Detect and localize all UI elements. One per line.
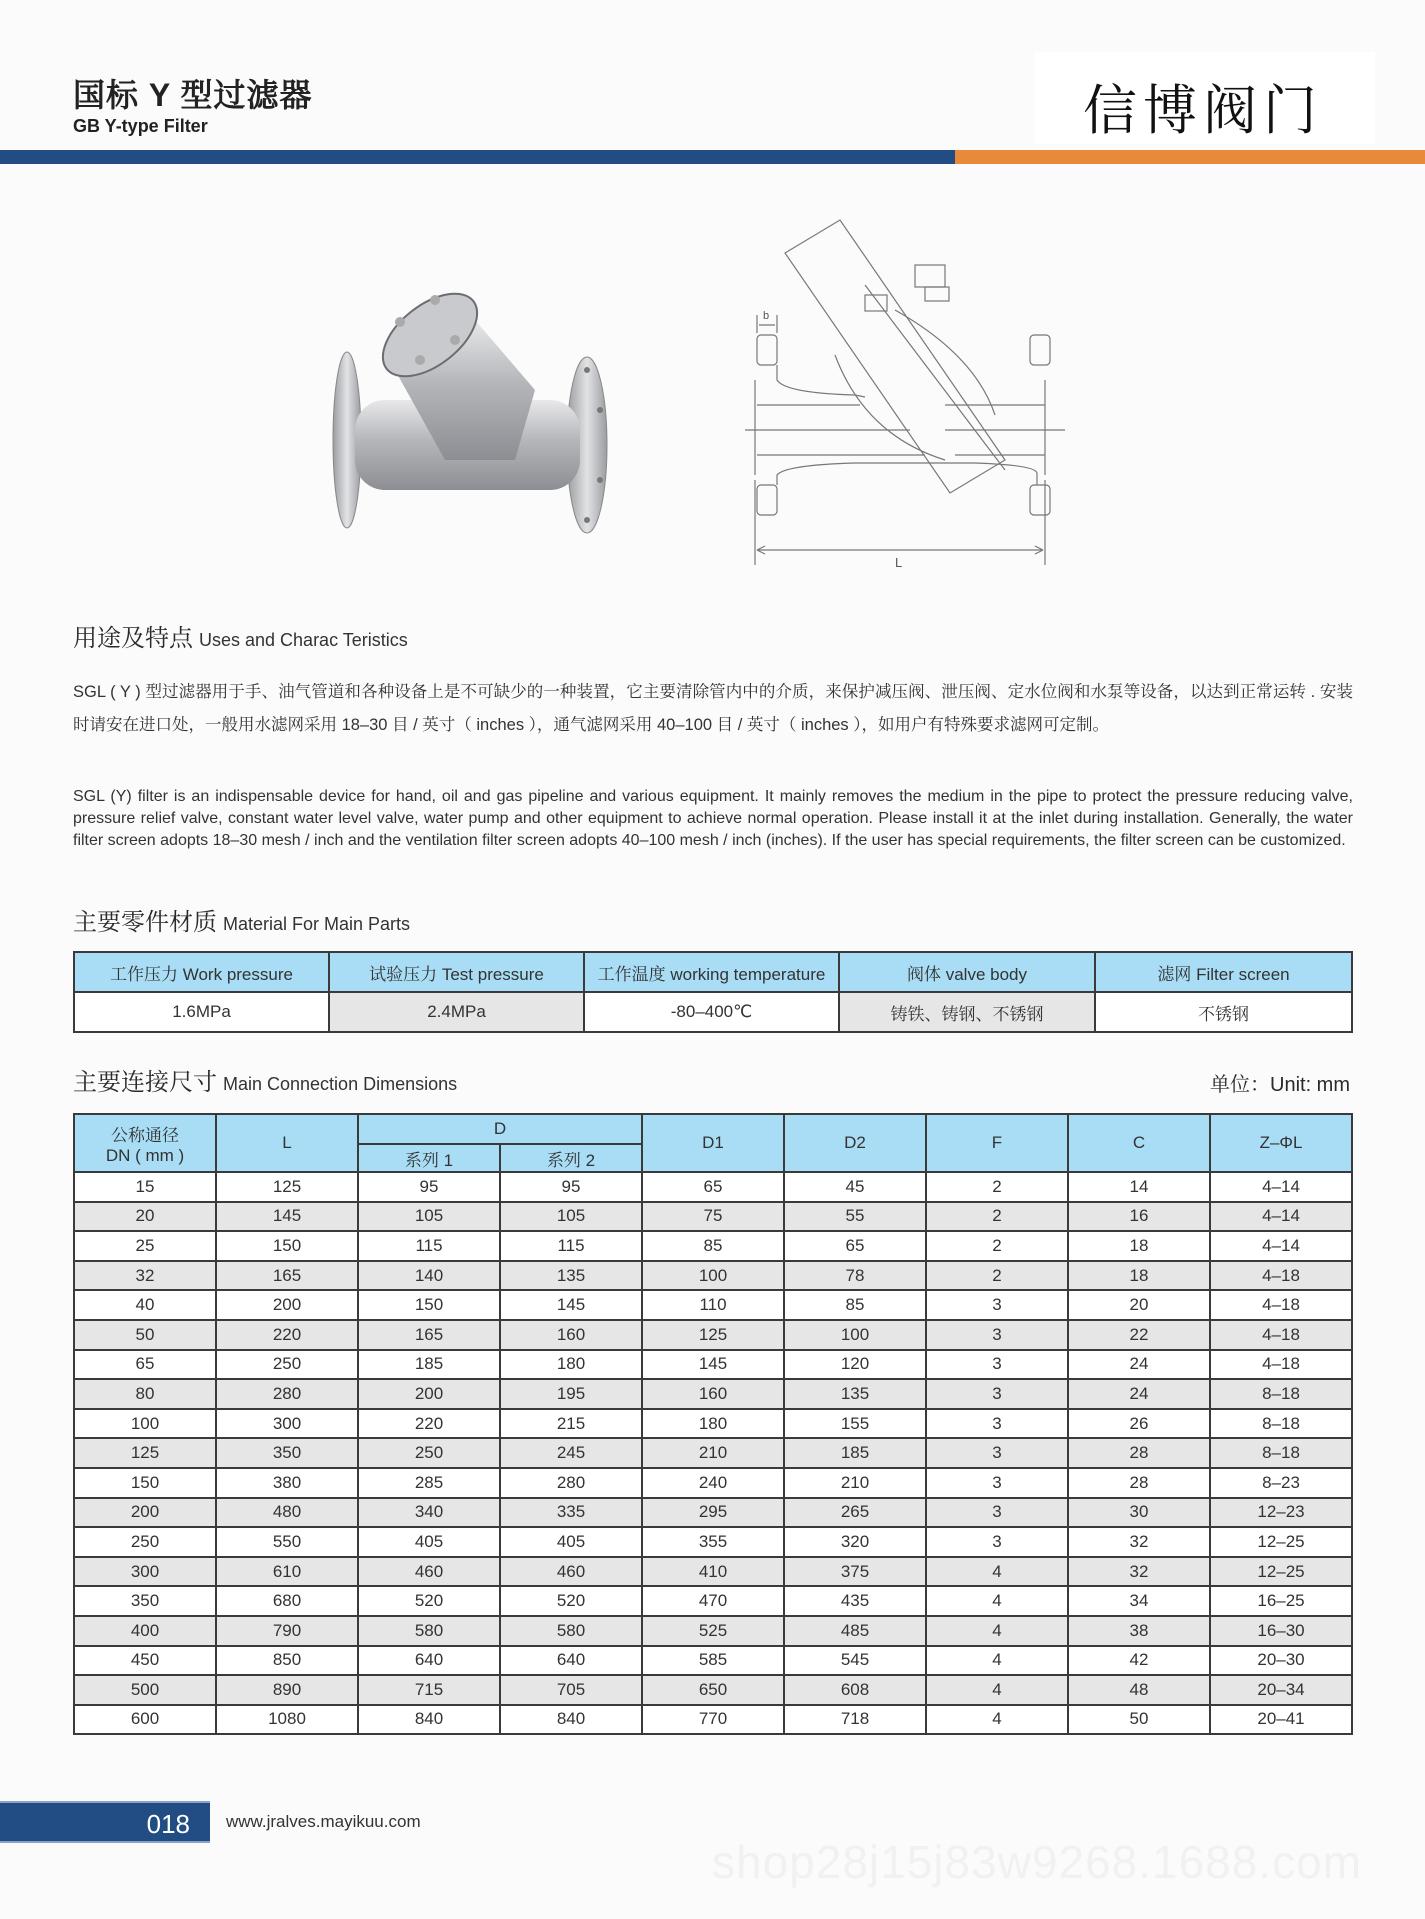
table-row <box>74 1409 1352 1439</box>
table-cell: 185 <box>784 1438 926 1468</box>
materials-value-cell: 铸铁、铸钢、不锈钢 <box>839 992 1095 1032</box>
header-z-phi-l: Z–ΦL <box>1210 1114 1352 1172</box>
table-cell: 165 <box>358 1320 500 1350</box>
table-cell: 26 <box>1068 1409 1210 1439</box>
table-cell: 340 <box>358 1498 500 1528</box>
table-row <box>74 1202 1352 1232</box>
materials-header-cell: 工作温度 working temperature <box>584 952 839 992</box>
table-row <box>74 1557 1352 1587</box>
table-cell: 4–18 <box>1210 1350 1352 1380</box>
table-cell: 485 <box>784 1616 926 1646</box>
table-row <box>74 1320 1352 1350</box>
table-row <box>74 1172 1352 1202</box>
dimensions-header-row <box>74 1114 1352 1144</box>
table-cell: 24 <box>1068 1379 1210 1409</box>
table-cell: 85 <box>642 1231 784 1261</box>
materials-title-en: Material For Main Parts <box>223 914 411 934</box>
materials-section-title <box>73 902 410 937</box>
table-row <box>74 1438 1352 1468</box>
table-cell: 460 <box>358 1557 500 1587</box>
table-row <box>74 1616 1352 1646</box>
header-d2: D2 <box>784 1114 926 1172</box>
table-cell: 375 <box>784 1557 926 1587</box>
table-cell: 180 <box>500 1350 642 1380</box>
header-dn-en: DN ( mm ) <box>105 1145 185 1165</box>
uses-title-zh: 用途及特点 <box>73 625 193 652</box>
table-cell: 20–30 <box>1210 1646 1352 1676</box>
table-cell: 100 <box>784 1320 926 1350</box>
table-cell: 715 <box>358 1675 500 1705</box>
table-cell: 4–14 <box>1210 1172 1352 1202</box>
table-cell: 2 <box>926 1261 1068 1291</box>
table-cell: 525 <box>642 1616 784 1646</box>
table-cell: 85 <box>784 1290 926 1320</box>
table-cell: 4 <box>926 1586 1068 1616</box>
footer-url: www.jralves.mayikuu.com <box>226 1812 421 1831</box>
table-cell: 32 <box>74 1261 216 1291</box>
page-title-en: GB Y-type Filter <box>73 116 208 136</box>
table-cell: 50 <box>1068 1705 1210 1735</box>
table-cell: 410 <box>642 1557 784 1587</box>
header-dn <box>74 1114 216 1172</box>
table-cell: 38 <box>1068 1616 1210 1646</box>
table-cell: 40 <box>74 1290 216 1320</box>
table-cell: 240 <box>642 1468 784 1498</box>
table-cell: 480 <box>216 1498 358 1528</box>
table-cell: 3 <box>926 1290 1068 1320</box>
table-cell: 8–23 <box>1210 1468 1352 1498</box>
unit-label: 单位：Unit: mm <box>1210 1074 1350 1096</box>
table-cell: 4–14 <box>1210 1202 1352 1232</box>
table-cell: 185 <box>358 1350 500 1380</box>
table-cell: 3 <box>926 1320 1068 1350</box>
table-cell: 220 <box>358 1409 500 1439</box>
table-cell: 460 <box>500 1557 642 1587</box>
table-cell: 250 <box>358 1438 500 1468</box>
materials-value-cell: -80–400℃ <box>584 992 839 1032</box>
table-cell: 520 <box>358 1586 500 1616</box>
table-cell: 195 <box>500 1379 642 1409</box>
brand-logo: 信博阀门 <box>1083 79 1323 142</box>
dimensions-title-en: Main Connection Dimensions <box>223 1074 458 1094</box>
header-d1: D1 <box>642 1114 784 1172</box>
table-row <box>74 1261 1352 1291</box>
table-cell: 2 <box>926 1231 1068 1261</box>
table-cell: 245 <box>500 1438 642 1468</box>
table-cell: 150 <box>216 1231 358 1261</box>
table-cell: 135 <box>500 1261 642 1291</box>
table-cell: 105 <box>500 1202 642 1232</box>
table-cell: 600 <box>74 1705 216 1735</box>
materials-header-cell: 试验压力 Test pressure <box>329 952 584 992</box>
table-cell: 12–23 <box>1210 1498 1352 1528</box>
table-cell: 95 <box>358 1172 500 1202</box>
table-cell: 4–14 <box>1210 1231 1352 1261</box>
header-l: L <box>216 1114 358 1172</box>
y-strainer-drawing-icon <box>745 215 1065 575</box>
table-row <box>74 1586 1352 1616</box>
table-cell: 8–18 <box>1210 1409 1352 1439</box>
table-cell: 470 <box>642 1586 784 1616</box>
table-cell: 250 <box>74 1527 216 1557</box>
table-cell: 48 <box>1068 1675 1210 1705</box>
table-cell: 110 <box>642 1290 784 1320</box>
table-cell: 30 <box>1068 1498 1210 1528</box>
table-row <box>74 1705 1352 1735</box>
table-cell: 55 <box>784 1202 926 1232</box>
dimensions-section-title <box>73 1062 457 1097</box>
table-cell: 580 <box>358 1616 500 1646</box>
section-drawing <box>745 215 1065 575</box>
header-f: F <box>926 1114 1068 1172</box>
table-cell: 100 <box>642 1261 784 1291</box>
table-cell: 28 <box>1068 1438 1210 1468</box>
materials-header-row <box>74 952 1352 992</box>
table-cell: 65 <box>784 1231 926 1261</box>
page-number-box <box>0 1801 210 1843</box>
table-cell: 45 <box>784 1172 926 1202</box>
table-cell: 125 <box>642 1320 784 1350</box>
table-cell: 705 <box>500 1675 642 1705</box>
table-cell: 20 <box>1068 1290 1210 1320</box>
table-cell: 3 <box>926 1498 1068 1528</box>
table-cell: 8–18 <box>1210 1379 1352 1409</box>
table-cell: 4–18 <box>1210 1320 1352 1350</box>
table-cell: 95 <box>500 1172 642 1202</box>
table-cell: 650 <box>642 1675 784 1705</box>
table-cell: 610 <box>216 1557 358 1587</box>
table-cell: 80 <box>74 1379 216 1409</box>
table-row <box>74 1468 1352 1498</box>
header-c: C <box>1068 1114 1210 1172</box>
header-d: D <box>358 1114 642 1144</box>
table-cell: 400 <box>74 1616 216 1646</box>
table-cell: 335 <box>500 1498 642 1528</box>
table-cell: 1080 <box>216 1705 358 1735</box>
table-cell: 550 <box>216 1527 358 1557</box>
table-cell: 640 <box>500 1646 642 1676</box>
table-cell: 450 <box>74 1646 216 1676</box>
table-cell: 155 <box>784 1409 926 1439</box>
table-cell: 115 <box>358 1231 500 1261</box>
table-cell: 3 <box>926 1379 1068 1409</box>
svg-text:b: b <box>763 310 770 322</box>
table-cell: 350 <box>216 1438 358 1468</box>
table-cell: 3 <box>926 1350 1068 1380</box>
table-cell: 718 <box>784 1705 926 1735</box>
table-cell: 32 <box>1068 1557 1210 1587</box>
table-cell: 15 <box>74 1172 216 1202</box>
table-row <box>74 1646 1352 1676</box>
table-cell: 65 <box>642 1172 784 1202</box>
table-cell: 145 <box>642 1350 784 1380</box>
svg-text:L: L <box>895 555 903 570</box>
table-cell: 28 <box>1068 1468 1210 1498</box>
table-cell: 20–41 <box>1210 1705 1352 1735</box>
table-row <box>74 1350 1352 1380</box>
table-cell: 250 <box>216 1350 358 1380</box>
table-cell: 125 <box>216 1172 358 1202</box>
table-cell: 125 <box>74 1438 216 1468</box>
table-cell: 32 <box>1068 1527 1210 1557</box>
materials-value-cell: 不锈钢 <box>1095 992 1352 1032</box>
table-cell: 4–18 <box>1210 1261 1352 1291</box>
table-row <box>74 1379 1352 1409</box>
table-cell: 16–30 <box>1210 1616 1352 1646</box>
page-title-zh: 国标 Y 型过滤器 <box>73 77 313 113</box>
materials-header-cell: 阀体 valve body <box>839 952 1095 992</box>
table-cell: 840 <box>500 1705 642 1735</box>
table-cell: 100 <box>74 1409 216 1439</box>
watermark: shop28j15j83w9268.1688.com <box>712 1836 1363 1888</box>
table-cell: 8–18 <box>1210 1438 1352 1468</box>
table-cell: 24 <box>1068 1350 1210 1380</box>
table-cell: 500 <box>74 1675 216 1705</box>
uses-paragraph-zh: SGL ( Y ) 型过滤器用于手、油气管道和各种设备上是不可缺少的一种装置，它主要清除管内中的介质，来保护减压阀、泄压阀、定水位阀和水泵等设备，以达到正常运转 . 安装时请安在进口处，一般用水滤网采用 18–30 目 / 英寸（ inches ），通气滤网采用 40–100 目 / 英寸（ inches ），如用户有特殊要求滤网可定制。 <box>73 683 1353 734</box>
table-row <box>74 1527 1352 1557</box>
table-cell: 16 <box>1068 1202 1210 1232</box>
table-cell: 75 <box>642 1202 784 1232</box>
table-cell: 380 <box>216 1468 358 1498</box>
table-cell: 790 <box>216 1616 358 1646</box>
table-cell: 105 <box>358 1202 500 1232</box>
table-cell: 150 <box>358 1290 500 1320</box>
header-bar-orange <box>955 150 1425 164</box>
uses-section-title <box>73 618 408 653</box>
table-cell: 150 <box>74 1468 216 1498</box>
table-cell: 890 <box>216 1675 358 1705</box>
table-cell: 520 <box>500 1586 642 1616</box>
table-cell: 295 <box>642 1498 784 1528</box>
table-cell: 4 <box>926 1616 1068 1646</box>
materials-title-zh: 主要零件材质 <box>73 909 217 936</box>
table-cell: 4 <box>926 1557 1068 1587</box>
table-cell: 165 <box>216 1261 358 1291</box>
table-cell: 200 <box>74 1498 216 1528</box>
table-cell: 20 <box>74 1202 216 1232</box>
table-cell: 220 <box>216 1320 358 1350</box>
table-row <box>74 1231 1352 1261</box>
table-cell: 280 <box>216 1379 358 1409</box>
materials-value-row <box>74 992 1352 1032</box>
table-cell: 405 <box>500 1527 642 1557</box>
page-number: 018 <box>146 1809 190 1839</box>
materials-table <box>73 951 1353 1033</box>
table-cell: 265 <box>784 1498 926 1528</box>
table-cell: 585 <box>642 1646 784 1676</box>
dimensions-title-zh: 主要连接尺寸 <box>73 1069 217 1096</box>
table-cell: 840 <box>358 1705 500 1735</box>
table-cell: 4 <box>926 1705 1068 1735</box>
table-cell: 145 <box>500 1290 642 1320</box>
table-cell: 12–25 <box>1210 1527 1352 1557</box>
uses-title-en: Uses and Charac Teristics <box>199 630 408 650</box>
table-cell: 20–34 <box>1210 1675 1352 1705</box>
table-cell: 180 <box>642 1409 784 1439</box>
table-cell: 2 <box>926 1172 1068 1202</box>
table-cell: 680 <box>216 1586 358 1616</box>
table-cell: 65 <box>74 1350 216 1380</box>
table-cell: 18 <box>1068 1231 1210 1261</box>
table-cell: 140 <box>358 1261 500 1291</box>
uses-paragraph-en: SGL (Y) filter is an indispensable device for hand, oil and gas pipeline and various equipment. It mainly removes the medium in the pipe to protect the pressure reducing valve, pressure relief valve, constant water level valve, water pump and other equipment to achieve normal operation. Please install it at the inlet during installation. Generally, the water filter screen adopts 18–30 mesh / inch and the ventilation filter screen adopts 40–100 mesh / inch (inches). If the user has special requirements, the filter screen can be customized. <box>73 788 1353 849</box>
table-cell: 14 <box>1068 1172 1210 1202</box>
table-row <box>74 1290 1352 1320</box>
table-cell: 215 <box>500 1409 642 1439</box>
table-cell: 850 <box>216 1646 358 1676</box>
table-cell: 200 <box>216 1290 358 1320</box>
table-cell: 405 <box>358 1527 500 1557</box>
table-cell: 770 <box>642 1705 784 1735</box>
table-cell: 160 <box>500 1320 642 1350</box>
table-cell: 285 <box>358 1468 500 1498</box>
materials-value-cell: 2.4MPa <box>329 992 584 1032</box>
table-cell: 3 <box>926 1409 1068 1439</box>
table-cell: 300 <box>216 1409 358 1439</box>
table-cell: 18 <box>1068 1261 1210 1291</box>
table-cell: 3 <box>926 1438 1068 1468</box>
table-cell: 115 <box>500 1231 642 1261</box>
table-cell: 210 <box>784 1468 926 1498</box>
table-cell: 210 <box>642 1438 784 1468</box>
table-cell: 580 <box>500 1616 642 1646</box>
table-cell: 200 <box>358 1379 500 1409</box>
table-cell: 640 <box>358 1646 500 1676</box>
table-cell: 355 <box>642 1527 784 1557</box>
table-cell: 78 <box>784 1261 926 1291</box>
table-cell: 4–18 <box>1210 1290 1352 1320</box>
dimensions-body <box>74 1172 1352 1734</box>
table-row <box>74 1498 1352 1528</box>
table-cell: 2 <box>926 1202 1068 1232</box>
table-cell: 145 <box>216 1202 358 1232</box>
table-cell: 435 <box>784 1586 926 1616</box>
product-photo <box>325 260 625 560</box>
table-cell: 42 <box>1068 1646 1210 1676</box>
header-dn-zh: 公称通径 <box>111 1125 179 1145</box>
header-bar-blue <box>0 150 955 164</box>
table-row <box>74 1675 1352 1705</box>
table-cell: 22 <box>1068 1320 1210 1350</box>
table-cell: 120 <box>784 1350 926 1380</box>
materials-header-cell: 工作压力 Work pressure <box>74 952 329 992</box>
materials-value-cell: 1.6MPa <box>74 992 329 1032</box>
table-cell: 50 <box>74 1320 216 1350</box>
table-cell: 3 <box>926 1468 1068 1498</box>
table-cell: 160 <box>642 1379 784 1409</box>
table-cell: 3 <box>926 1527 1068 1557</box>
header-d-series1: 系列 1 <box>358 1144 500 1172</box>
table-cell: 135 <box>784 1379 926 1409</box>
table-cell: 350 <box>74 1586 216 1616</box>
dimensions-table <box>73 1113 1353 1735</box>
table-cell: 608 <box>784 1675 926 1705</box>
y-strainer-photo-icon <box>325 260 625 560</box>
table-cell: 320 <box>784 1527 926 1557</box>
table-cell: 300 <box>74 1557 216 1587</box>
table-cell: 34 <box>1068 1586 1210 1616</box>
table-cell: 16–25 <box>1210 1586 1352 1616</box>
table-cell: 4 <box>926 1675 1068 1705</box>
materials-header-cell: 滤网 Filter screen <box>1095 952 1352 992</box>
table-cell: 280 <box>500 1468 642 1498</box>
header-d-series2: 系列 2 <box>500 1144 642 1172</box>
table-cell: 12–25 <box>1210 1557 1352 1587</box>
table-cell: 4 <box>926 1646 1068 1676</box>
table-cell: 25 <box>74 1231 216 1261</box>
table-cell: 545 <box>784 1646 926 1676</box>
